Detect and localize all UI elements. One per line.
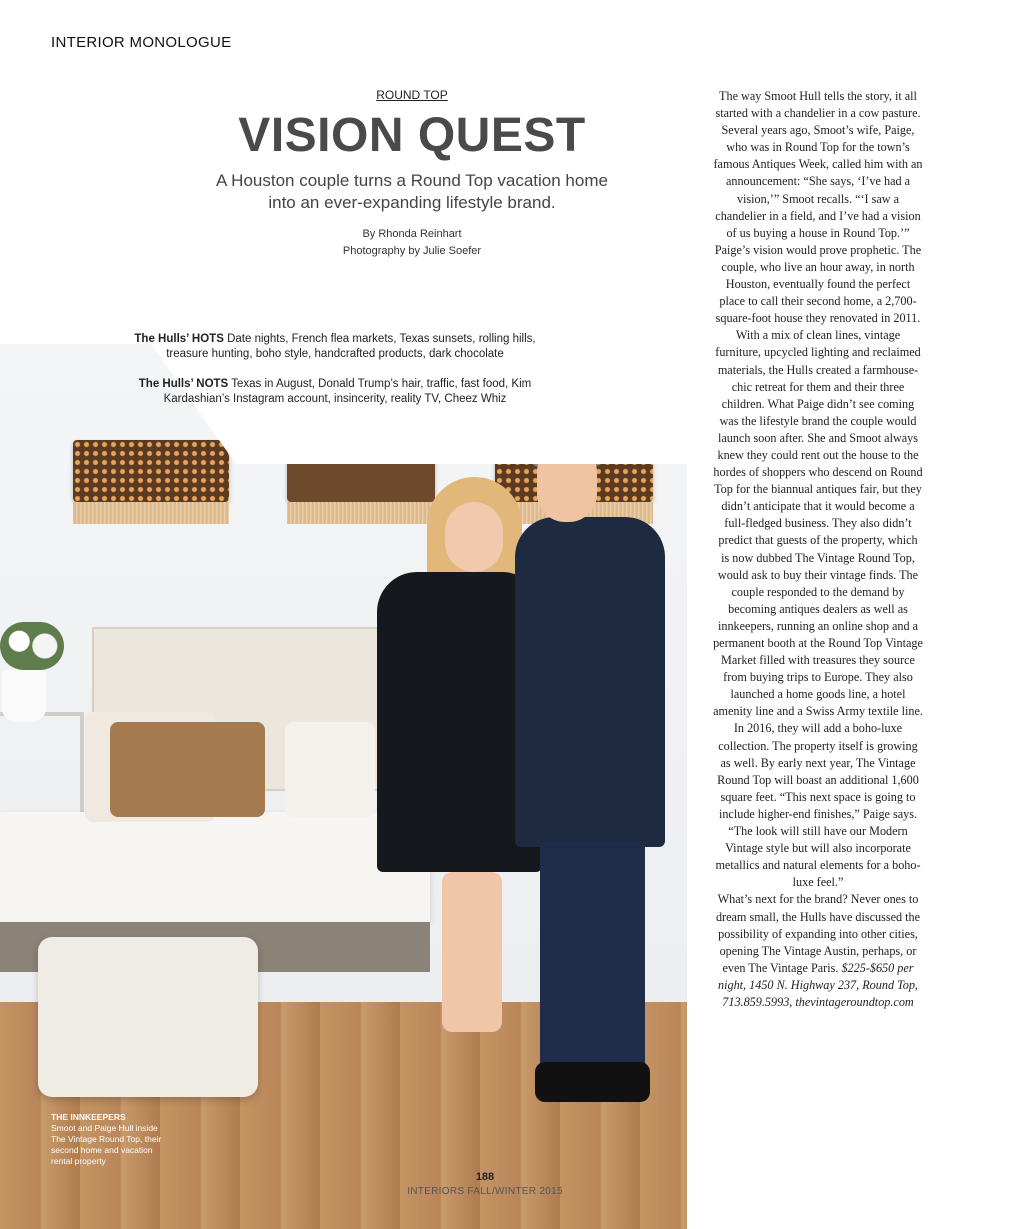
pillow-burlap: [110, 722, 265, 817]
body-paragraph-3: [713, 891, 923, 1011]
page-number: 188: [475, 1171, 495, 1183]
hots-text: Date nights, French flea markets, Texas sunsets, rolling hills, treasure hunting, boho style, handcrafted products, dark chocolate: [166, 333, 536, 360]
photo-caption: [51, 1112, 171, 1167]
section-label: INTERIOR MONOLOGUE: [51, 34, 232, 51]
feature-photo: [0, 172, 687, 1229]
ottoman: [38, 937, 258, 1097]
dek: A Houston couple turns a Round Top vacation home into an ever-expanding lifestyle brand.: [216, 171, 608, 212]
byline-author: By Rhonda Reinhart: [362, 228, 462, 240]
byline: [262, 226, 562, 260]
white-pitcher: [2, 670, 46, 722]
caption-text: Smoot and Paige Hull inside The Vintage Round Top, their second home and vacation rental property: [51, 1123, 162, 1166]
body-paragraph-2: Paige’s vision would prove prophetic. The couple, who live an hour away, in north Houston, eventually found the perfect place to call their second home, a 2,700-square-foot house they renovated in 2011. With a mix of clean lines, vintage furniture, upcycled lighting and reclaimed materials, the Hulls created a farmhouse-chic retreat for them and their three children. What Paige didn’t see coming was the lifestyle brand the couple would launch soon after. She and Smoot always knew they could rent out the house to the hordes of shoppers who descend on Round Top for the biannual antiques fair, but they didn’t anticipate that it would become a full-fledged business. They also didn’t predict that guests of the property, which is now dubbed The Vintage Round Top, would ask to buy their vintage finds. The couple responded to the demand by becoming antiques dealers as well as innkeepers, running an online shop and a permanent booth at the Round Top Vintage Market filled with treasures they source from buying trips to Europe. They also launched a home goods line, a hotel amenity line and a Swiss Army textile line. In 2016, they will add a boho-luxe collection. The property itself is growing as well. By early next year, The Vintage Round Top will boast an additional 1,600 square feet. “This next space is going to include higher-end finishes,” Paige says. “The look will still have our Modern Vintage style but will also incorporate metallics and natural elements for a boho-luxe feel.”: [713, 242, 923, 890]
nots-list: [120, 377, 550, 407]
property-info: $225-$650 per night, 1450 N. Highway 237, Round Top, 713.859.5993, thevintageroundtop.com: [718, 960, 918, 1009]
headline: VISION QUEST: [238, 109, 586, 162]
article-body: [713, 88, 923, 1011]
body-paragraph-1: The way Smoot Hull tells the story, it all started with a chandelier in a cow pasture. Several years ago, Smoot’s wife, Paige, who was in Round Top for the town’s famous Antiques Week, called him with an announcement: “She says, ‘I’ve had a vision,’” Smoot recalls. “‘I saw a chandelier in a field, and I’ve had a vision of us buying a house in Round Top.’”: [713, 89, 923, 240]
pillow-printed: [285, 722, 375, 817]
hots-list: [120, 332, 550, 362]
folio: INTERIORS FALL/WINTER 2015: [407, 1186, 563, 1197]
hots-label: The Hulls’ HOTS: [134, 333, 224, 345]
nots-label: The Hulls’ NOTS: [138, 378, 229, 390]
byline-photographer: Photography by Julie Soefer: [342, 245, 482, 257]
nots-text: Texas in August, Donald Trump’s hair, traffic, fast food, Kim Kardashian’s Instagram account, insincerity, reality TV, Cheez Whiz: [163, 378, 532, 405]
caption-title: THE INNKEEPERS: [51, 1112, 126, 1122]
kicker: ROUND TOP: [376, 88, 448, 102]
body-paragraph-3-text: What’s next for the brand? Never ones to dream small, the Hulls have discussed the possibility of expanding into other cities, opening The Vintage Austin, perhaps, or even The Vintage Paris.: [715, 892, 921, 975]
daybed: [0, 812, 430, 922]
flower-bouquet: [0, 622, 64, 670]
pendant-lamp-left: [73, 440, 229, 502]
smoot-hull-figure: [515, 422, 665, 1102]
